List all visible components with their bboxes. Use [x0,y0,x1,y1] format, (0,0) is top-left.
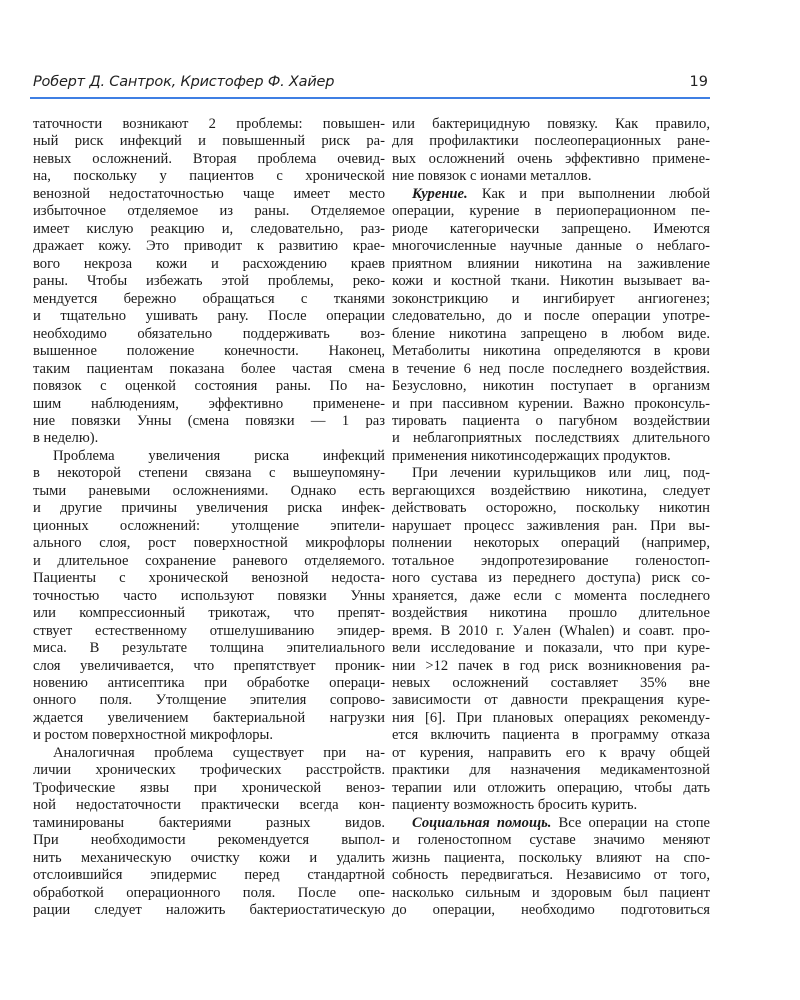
line-text: повязок с оценкой состояния раны. По на- [33,378,385,395]
text-line [33,553,385,570]
line-text: ние повязок с ионами металлов. [392,168,592,185]
text-line [392,885,710,902]
text-line [33,535,385,552]
line-text: ционных осложнений: утолщение эпители- [33,517,385,534]
text-line [33,186,385,203]
text-line [33,256,385,273]
text-line [33,762,385,779]
text-line [392,448,710,465]
line-text: насколько сильным и здоровым был пациент [392,884,710,901]
text-line [392,308,710,325]
line-text: бление никотина запрещено в любом виде. [392,325,710,342]
text-line [33,658,385,675]
line-text: ствует естественному отшелушиванию эпидер- [33,622,385,639]
text-line [392,430,710,447]
text-line [33,203,385,220]
text-line [392,151,710,168]
header-rule [30,97,710,99]
text-line [392,378,710,395]
line-text: жизнь пациента, поскольку влияют на спо- [392,849,710,866]
page-number: 19 [689,74,708,90]
text-line [33,273,385,290]
text-line [392,238,710,255]
line-text: и тщательно ушивать рану. После операции [33,308,385,325]
text-line [392,168,710,185]
text-line [33,675,385,692]
line-text: применения никотинсодержащих продуктов. [392,447,671,464]
text-line [392,291,710,308]
line-text: онного поля. Утолщение эпителия сопрово- [33,692,385,709]
text-line [392,640,710,657]
line-text: вых осложнений очень эффективно примене- [392,150,710,167]
line-text: таминированы бактериями разных видов. [33,814,385,831]
text-line [392,361,710,378]
text-line [33,168,385,185]
line-text: приятном влиянии никотина на заживление [392,255,710,272]
text-line [392,273,710,290]
line-text: до операции, необходимо подготовиться [392,902,710,919]
line-text: невых осложнений составляет 35% вне [392,675,710,691]
line-text: время. В 2010 г. Уален (Whalen) и соавт. про- [392,622,710,639]
line-text: тыми раневыми осложнениями. Однако есть [33,482,385,499]
text-line [392,535,710,552]
line-text: Аналогичная проблема существует при на- [53,744,385,761]
line-text: кожи и костной ткани. Никотин вызывает ва- [392,273,710,290]
text-line [33,692,385,709]
line-text: рации следует наложить бактериостатическую [33,902,385,919]
text-line [33,308,385,325]
text-line [392,465,710,482]
line-text: ного сустава из переднего доступа) риск со- [392,570,710,587]
line-text: воздействия никотина прошло длительное [392,605,710,622]
line-text: вергающихся воздействию никотина, следует [392,482,710,499]
text-line [33,221,385,238]
text-line [33,885,385,902]
text-line [33,605,385,622]
running-head: Роберт Д. Сантрок, Кристофер Ф. Хайер [33,74,335,90]
line-text: ния [6]. При плановых операциях рекоменду- [392,709,710,726]
line-text: новению антисептика при обработке операци- [33,675,385,691]
line-text: многочисленные научные данные о неблаго- [392,238,710,255]
line-text: венозной недостаточностью чаще имеет место [33,185,385,202]
line-text: ние повязки Унны (смена повязки — 1 раз [33,412,385,429]
line-text: следовательно, до и после операции употре- [392,308,710,325]
text-line [33,151,385,168]
line-text: собность передвигаться. Независимо от того, [392,867,710,884]
line-text: таточности возникают 2 проблемы: повышен- [33,116,385,132]
line-text: на, поскольку у пациентов с хронической [33,168,385,185]
text-line [392,203,710,220]
line-text: от курения, направить его к врачу общей [392,744,710,761]
line-text: практики для назначения медикаментозной [392,762,710,779]
line-text: необходимо обязательно поддерживать воз- [33,325,385,342]
line-text: миса. В результате толщина эпителиального [33,640,385,657]
line-text: зависимости от давности прекращения куре- [392,692,710,709]
text-line [392,396,710,413]
text-line [33,413,385,430]
line-text: Трофические язвы при хронической веноз- [33,779,385,796]
line-text: личии хронических трофических расстройств. [33,762,385,779]
line-text: и длительное сохранение раневого отделяемого. [33,552,385,569]
line-text: Пациенты с хронической венозной недоста- [33,570,385,587]
text-line [392,500,710,517]
text-line [392,867,710,884]
text-line [33,361,385,378]
text-line [392,413,710,430]
text-line [33,780,385,797]
text-line [392,762,710,779]
text-line [33,396,385,413]
text-line [33,727,385,744]
text-line [33,623,385,640]
text-line [33,570,385,587]
line-text: и ростом поверхностной микрофлоры. [33,727,274,744]
text-line [392,902,710,919]
line-text: Все операции на стопе [551,814,710,831]
line-text: или бактерицидную повязку. Как правило, [392,116,710,132]
line-text: пациенту возможность бросить курить. [392,797,638,814]
line-text: раны. Чтобы избежать этой проблемы, реко- [33,273,385,290]
text-column-left [33,116,385,920]
line-text: и голеностопном суставе значимо меняют [392,832,710,849]
line-text: операции, курение в периоперационном пе- [392,203,710,220]
line-text: отслоившийся эпидермис перед стандартной [33,867,385,884]
text-line [392,815,710,832]
text-line [392,797,710,814]
line-text: храняется, даже если с момента последнего [392,587,710,604]
text-line [33,343,385,360]
text-line [392,675,710,692]
text-line [33,291,385,308]
text-line [392,588,710,605]
line-text: и неблагоприятных последствиях длительного [392,430,710,447]
text-line [33,465,385,482]
line-text: ждается увеличением бактериальной нагрузки [33,709,385,726]
text-line [33,448,385,465]
line-text: мендуется бережно обращаться с тканями [33,290,385,307]
text-column-right [392,116,710,920]
text-line [33,518,385,535]
text-line [392,133,710,150]
text-line [392,727,710,744]
line-text: избыточное отделяемое из раны. Отделяемое [33,203,385,220]
text-line [33,500,385,517]
text-line [33,867,385,884]
line-text: для профилактики послеоперационных ране- [392,133,710,150]
line-text: терапии или отложить операцию, чтобы дать [392,779,710,796]
line-text: невых осложнений. Вторая проблема очевид- [33,150,385,167]
line-text: в неделю). [33,430,99,447]
line-text: тотальное эндопротезирование голеностоп- [392,552,710,569]
line-text: нить механическую очистку кожи и удалить [33,849,385,866]
page-header [33,74,710,96]
line-text: нии >12 пачек в год риск возникновения ра- [392,657,710,674]
text-line [392,832,710,849]
text-line [33,640,385,657]
line-text: риоде категорически запрещено. Имеются [392,220,710,237]
text-line [392,221,710,238]
text-line [392,256,710,273]
text-line [392,692,710,709]
text-line [33,483,385,500]
section-run-in-heading: Курение. [412,185,468,202]
line-text: действовать осторожно, поскольку никотин [392,500,710,517]
text-line [392,116,710,133]
text-line [392,553,710,570]
text-line [392,850,710,867]
line-text: При необходимости рекомендуется выпол- [33,832,385,849]
line-text: или компрессионный трикотаж, что препят- [33,605,385,622]
line-text: в течение 6 нед после последнего воздействия. [392,360,710,377]
text-line [392,518,710,535]
text-line [392,570,710,587]
text-line [33,238,385,255]
text-line [33,902,385,919]
text-line [392,186,710,203]
text-line [392,745,710,762]
line-text: ной недостаточности практически всегда кон- [33,797,385,814]
text-line [392,605,710,622]
line-text: вели исследование и показали, что при куре- [392,640,710,657]
text-line [33,326,385,343]
text-line [33,588,385,605]
text-line [33,133,385,150]
line-text: полнении некоторых операций (например, [392,535,710,552]
text-line [33,378,385,395]
line-text: При лечении курильщиков или лиц, под- [412,465,710,482]
line-text: обработкой операционного поля. После опе- [33,884,385,901]
text-line [392,326,710,343]
line-text: таким пациентам показана более частая смена [33,360,385,377]
line-text: вого некроза кожи и расхождению краев [33,255,385,272]
text-line [392,483,710,500]
line-text: Как и при выполнении любой [467,185,710,202]
text-line [33,430,385,447]
text-line [392,780,710,797]
line-text: слоя увеличивается, что препятствует проник- [33,657,385,674]
text-line [33,815,385,832]
text-line [33,832,385,849]
line-text: Проблема увеличения риска инфекций [53,447,385,464]
line-text: имеет кислую реакцию и, следовательно, раз- [33,220,385,237]
line-text: ется включить пациента в программу отказа [392,727,710,744]
line-text: в некоторой степени связана с вышеупомяну- [33,465,385,482]
text-line [392,343,710,360]
text-line [33,710,385,727]
text-line [392,623,710,640]
text-line [33,116,385,133]
text-line [33,850,385,867]
line-text: вышенное положение конечности. Наконец, [33,343,385,360]
text-line [33,745,385,762]
line-text: шим наблюдениям, эффективно применене- [33,395,385,412]
line-text: ального слоя, рост поверхностной микрофлоры [33,535,385,552]
line-text: ный риск инфекций и повышенный риск ра- [33,133,385,150]
line-text: Метаболиты никотина определяются в крови [392,343,710,360]
section-run-in-heading: Социальная помощь. [412,814,552,831]
line-text: нарушает процесс заживления ран. При вы- [392,517,710,534]
line-text: Безусловно, никотин поступает в организм [392,378,710,395]
line-text: тировать пациента о пагубном воздействии [392,412,710,429]
text-line [392,658,710,675]
line-text: зоконстрикцию и ингибирует ангиогенез; [392,290,710,307]
line-text: и другие причины увеличения риска инфек- [33,500,385,517]
text-line [392,710,710,727]
text-line [33,797,385,814]
line-text: точностью часто используют повязки Унны [33,587,385,604]
line-text: дражает кожу. Это приводит к развитию крае- [33,238,385,255]
line-text: и при пассивном курении. Важно проконсуль- [392,395,710,412]
